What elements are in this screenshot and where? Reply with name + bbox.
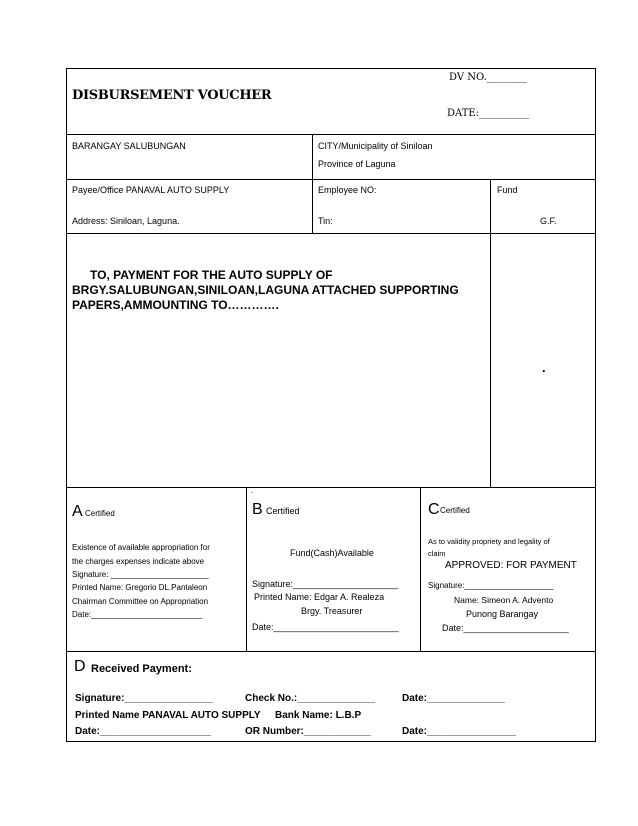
divider-h5 <box>66 651 596 652</box>
check-number[interactable]: Check No.:______________ <box>245 693 376 704</box>
section-c-signature[interactable]: Signature:____________________ <box>428 581 554 590</box>
dv-number-field[interactable]: DV NO.________ <box>449 72 527 83</box>
section-d-received: Received Payment: <box>91 663 192 675</box>
border-bottom <box>66 741 596 742</box>
divider-v-city <box>312 134 313 234</box>
section-b-dot: . <box>251 486 254 495</box>
fund-label: Fund <box>497 185 518 195</box>
section-a-certified: Certified <box>85 509 115 518</box>
voucher-title: DISBURSEMENT VOUCHER <box>72 88 272 103</box>
section-b-date[interactable]: Date:_________________________ <box>252 622 399 632</box>
payee-address: Address: Siniloan, Laguna. <box>72 216 180 226</box>
divider-h1 <box>66 134 596 135</box>
divider-h2 <box>66 179 596 180</box>
section-b-printed-name: Printed Name: Edgar A. Realeza <box>254 592 385 602</box>
date-field[interactable]: DATE:__________ <box>447 108 530 119</box>
section-c-punong-barangay: Punong Barangay <box>466 609 539 619</box>
section-a-text-1: Existence of available appropriation for <box>72 543 210 552</box>
received-signature[interactable]: Signature:________________ <box>75 693 214 704</box>
divider-v-ab <box>246 487 247 652</box>
received-date-left[interactable]: Date:____________________ <box>75 726 212 737</box>
section-b-signature[interactable]: Signature:_____________________ <box>252 579 399 589</box>
city-municipality: CITY/Municipality of Siniloan <box>318 141 433 151</box>
received-date-1[interactable]: Date:______________ <box>402 693 505 704</box>
tin-label: Tin: <box>318 216 333 226</box>
section-b-letter: B <box>252 501 263 518</box>
section-a-text-2: the charges expenses indicate above <box>72 557 205 566</box>
payee-office: Payee/Office PANAVAL AUTO SUPPLY <box>72 185 230 195</box>
section-a-signature[interactable]: Signature: ______________________ <box>72 570 209 579</box>
received-date-2[interactable]: Date:________________ <box>402 726 516 737</box>
divider-v-bc <box>420 487 421 652</box>
section-c-certified: Certified <box>440 506 470 515</box>
section-b-certified: Certified <box>266 506 300 516</box>
section-a-date[interactable]: Date:_________________________ <box>72 610 203 619</box>
bank-name: Bank Name: L.B.P <box>275 710 362 721</box>
divider-h3 <box>66 233 596 234</box>
border-right <box>595 68 596 742</box>
particulars-line-2: BRGY.SALUBUNGAN,SINILOAN,LAGUNA ATTACHED SUPPORTING <box>72 283 459 297</box>
province: Province of Laguna <box>318 159 396 169</box>
section-c-approved: APPROVED: FOR PAYMENT <box>445 560 577 571</box>
section-c-name: Name: Simeon A. Advento <box>454 595 554 605</box>
or-number[interactable]: OR Number:____________ <box>245 726 371 737</box>
employee-number-label: Employee NO: <box>318 185 377 195</box>
particulars-line-1: TO, PAYMENT FOR THE AUTO SUPPLY OF <box>90 268 333 282</box>
border-left <box>66 68 67 742</box>
section-d-letter: D <box>74 658 86 675</box>
section-a-chairman: Chairman Committee on Appropriation <box>72 597 209 606</box>
particulars-line-3: PAPERS,AMMOUNTING TO…………. <box>72 298 279 312</box>
section-c-text-1: As to validity propriety and legality of <box>428 537 550 546</box>
divider-h4 <box>66 487 596 488</box>
fund-value: G.F. <box>540 216 557 226</box>
section-a-letter: A <box>72 503 83 520</box>
barangay-name: BARANGAY SALUBUNGAN <box>72 141 186 151</box>
section-b-treasurer: Brgy. Treasurer <box>301 606 363 616</box>
section-c-date[interactable]: Date:_____________________ <box>442 623 569 633</box>
section-a-printed-name: Printed Name: Gregorio DL.Pantaleon <box>72 583 208 592</box>
section-b-fund-available: Fund(Cash)Available <box>290 548 374 558</box>
divider-v-fund <box>490 179 491 488</box>
amount-placeholder: . <box>542 360 546 375</box>
section-c-text-2: claim <box>428 549 446 558</box>
section-c-letter: C <box>428 501 440 518</box>
received-printed-name: Printed Name PANAVAL AUTO SUPPLY <box>75 710 261 721</box>
border-top <box>66 68 596 69</box>
